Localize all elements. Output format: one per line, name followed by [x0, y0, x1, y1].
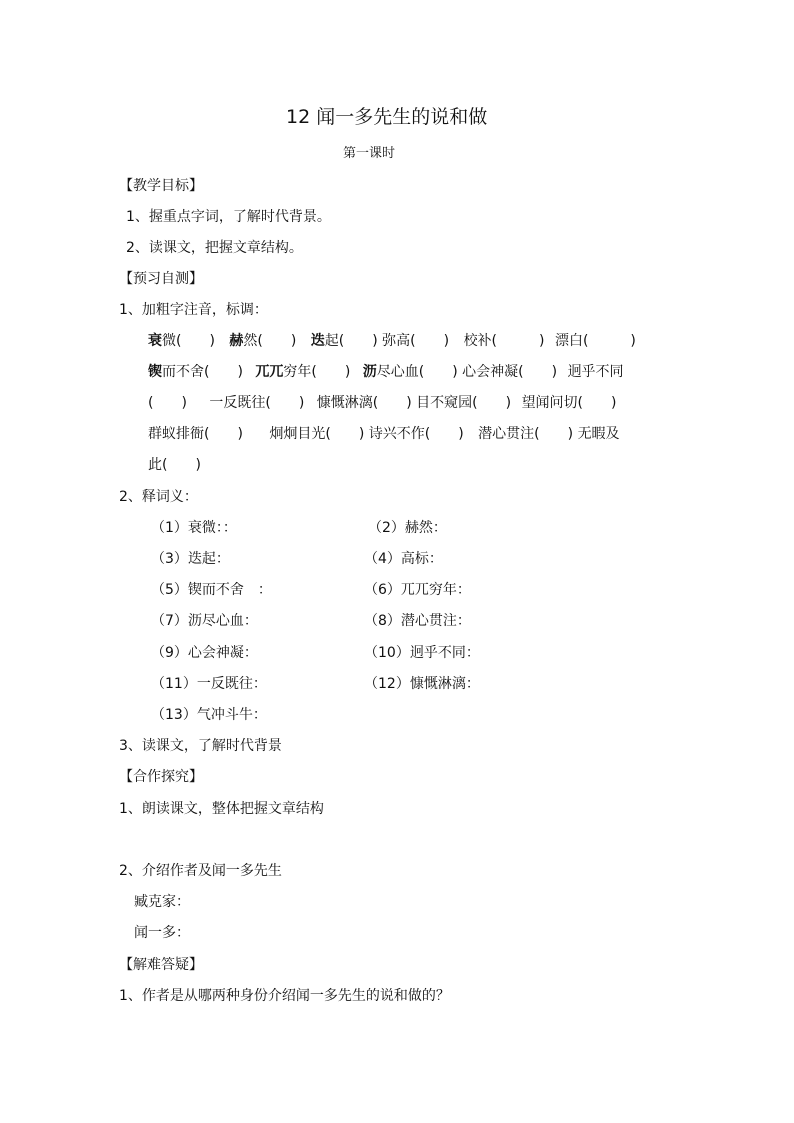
pinyin-item: 校补( ): [463, 333, 545, 349]
pinyin-item: 诗兴不作( ): [368, 426, 464, 442]
def-item-7: （7）沥尽心血：: [151, 613, 258, 629]
page-title: 12 闻一多先生的说和做: [286, 106, 488, 128]
preview-heading: 【预习自测】: [119, 271, 203, 287]
preview-q2-label: 2、释词义：: [119, 489, 198, 505]
pinyin-row-1: [148, 331, 636, 351]
preview-q1-label: 1、加粗字注音，标调：: [119, 302, 268, 318]
goal-item-2: 2、读课文，把握文章结构。: [126, 240, 303, 256]
pinyin-item: 炯炯目光( ): [269, 426, 365, 442]
pinyin-row-3: [148, 393, 617, 413]
qa-heading: 【解难答疑】: [119, 957, 203, 973]
def-item-4: （4）高标：: [364, 551, 443, 567]
qa-q1: 1、作者是从哪两种身份介绍闻一多先生的说和做的？: [119, 988, 450, 1004]
pinyin-item: 心会神凝( ): [462, 364, 558, 380]
pinyin-item: 望闻问切( ): [521, 395, 617, 411]
pinyin-item: 目不窥园( ): [416, 395, 512, 411]
pinyin-item: 慷慨淋漓( ): [316, 395, 412, 411]
pinyin-item: 迥乎不同: [567, 364, 624, 380]
pinyin-row-5: 此( ): [148, 457, 201, 473]
pinyin-item: 群蚁排衙( ): [148, 426, 243, 442]
def-item-13: （13）气冲斗牛：: [151, 707, 267, 723]
pinyin-item: ( ): [148, 395, 187, 411]
pinyin-item: 兀兀穷年( ): [255, 364, 351, 380]
def-item-10: （10）迥乎不同：: [364, 645, 480, 661]
def-item-6: （6）兀兀穷年：: [364, 582, 471, 598]
pinyin-item: 衰微( ): [148, 333, 215, 349]
def-item-3: （3）迭起：: [151, 551, 230, 567]
def-item-11: （11）一反既往：: [151, 676, 267, 692]
def-item-1: （1）衰微：：: [151, 520, 237, 536]
def-item-8: （8）潜心贯注：: [364, 613, 471, 629]
def-item-5: （5）锲而不舍 ：: [151, 582, 272, 598]
coop-q2: 2、介绍作者及闻一多先生: [119, 863, 282, 879]
goals-heading: 【教学目标】: [119, 178, 203, 194]
coop-q1: 1、朗读课文，整体把握文章结构: [119, 801, 324, 817]
preview-q3: 3、读课文，了解时代背景: [119, 738, 282, 754]
pinyin-item: 漂白( ): [554, 333, 636, 349]
coop-wen: 闻一多：: [134, 925, 190, 941]
pinyin-item: 迭起( ): [310, 333, 378, 349]
pinyin-item: 潜心贯注( ): [478, 426, 574, 442]
def-item-9: （9）心会神凝：: [151, 645, 258, 661]
def-item-12: （12）慷慨淋漓：: [364, 676, 480, 692]
pinyin-item: 弥高( ): [382, 333, 450, 349]
pinyin-item: 沥尽心血( ): [362, 364, 458, 380]
page-subtitle: 第一课时: [343, 146, 396, 161]
pinyin-row-2: [148, 362, 624, 382]
pinyin-item: 赫然( ): [229, 333, 297, 349]
pinyin-item: 锲而不舍( ): [148, 364, 243, 380]
coop-author: 臧克家：: [134, 894, 190, 910]
pinyin-item: 一反既往( ): [209, 395, 305, 411]
goal-item-1: 1、握重点字词，了解时代背景。: [126, 209, 331, 225]
coop-heading: 【合作探究】: [119, 769, 203, 785]
def-item-2: （2）赫然：: [368, 520, 447, 536]
pinyin-item: 无暇及: [577, 426, 620, 442]
pinyin-row-4: [148, 424, 620, 444]
